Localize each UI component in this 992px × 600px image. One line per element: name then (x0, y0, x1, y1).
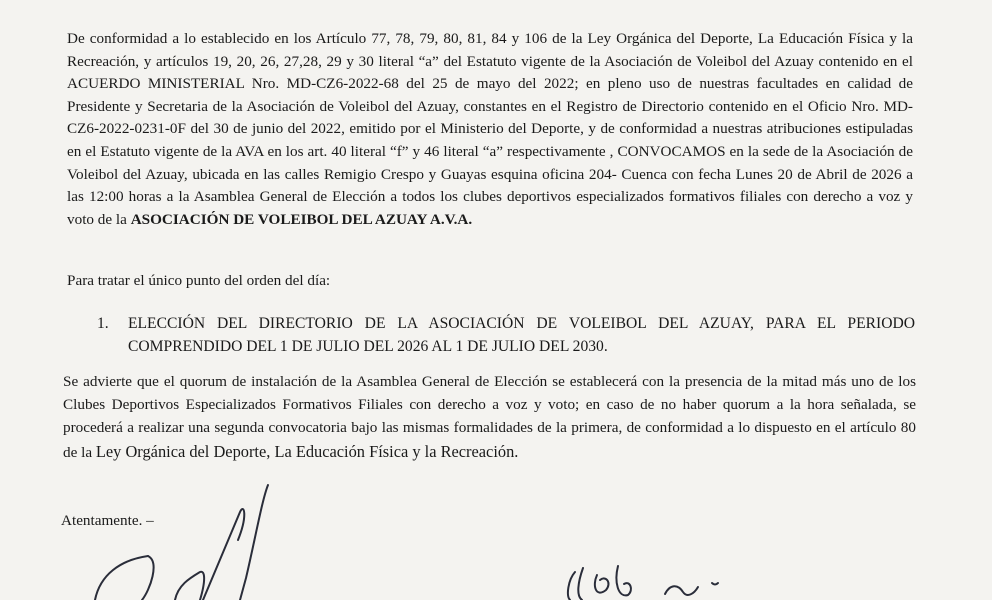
agenda-intro: Para tratar el único punto del orden del día: (67, 272, 331, 289)
secretary-signature-stroke-2 (578, 568, 583, 600)
quorum-text: Se advierte que el quorum de instalación de la Asamblea General de Elección se establecerá con la presencia de la mitad más uno de los Clubes Deportivos Especializados Formativos Filiales con derecho a voz y voto; en caso de no haber quorum a la hora señalada, se procederá a realizar una segunda convocatoria bajo las mismas formalidades de la primera, de conformidad a lo dispuesto en el artículo 80 de la (63, 373, 916, 461)
president-signature-stroke-3 (175, 572, 204, 600)
secretary-signature-stroke-1 (568, 572, 575, 600)
president-signature-stroke-2 (142, 556, 154, 600)
agenda-item-number: 1. (97, 315, 109, 332)
secretary-signature-stroke-4 (616, 566, 631, 595)
law-name: Ley Orgánica del Deporte, La Educación Física y la Recreación. (95, 441, 519, 461)
secretary-signature-stroke-5 (665, 586, 698, 595)
secretary-signature-stroke-3 (595, 575, 609, 593)
closing-salutation: Atentamente. – (61, 512, 154, 529)
secretary-signature-stroke-6 (712, 583, 718, 585)
president-signature-stroke-4 (203, 509, 244, 600)
association-name: ASOCIACIÓN DE VOLEIBOL DEL AZUAY A.V.A. (130, 210, 473, 228)
convocation-text: De conformidad a lo establecido en los Artículo 77, 78, 79, 80, 81, 84 y 106 de la Ley Orgánica del Deporte, La Educación Física y la Recreación, y artículos 19, 20, 26, 27,28, 29 y 30 literal “a” del Estatuto vigente de la Asociación de Voleibol del Azuay contenido en el ACUERDO MINISTERIAL Nro. MD-CZ6-2022-68 del 25 de mayo del 2022; en pleno uso de nuestras facultades en calidad de Presidente y Secretaria de la Asociación de Voleibol del Azuay, constantes en el Registro de Directorio contenido en el Oficio Nro. MD-CZ6-2022-0231-0F del 30 de junio del 2022, emitido por el Ministerio del Deporte, y de conformidad a nuestras atribuciones estipuladas en el Estatuto vigente de la AVA en los art. 40 literal “f” y 46 literal “a” respectivamente , CONVOCAMOS en la sede de la Asociación de Voleibol del Azuay, ubicada en las calles Remigio Crespo y Guayas esquina oficina 204- Cuenca con fecha Lunes 20 de Abril de 2026 a las 12:00 horas a la Asamblea General de Elección a todos los clubes deportivos especializados formativos filiales con derecho a voz y voto de la (67, 30, 913, 228)
agenda-item-text: ELECCIÓN DEL DIRECTORIO DE LA ASOCIACIÓN DE VOLEIBOL DEL AZUAY, PARA EL PERIODO COMPRENDIDO DEL 1 DE JULIO DEL 2026 AL 1 DE JULIO DEL 2030. (128, 315, 915, 355)
president-signature-stroke-5 (240, 485, 268, 600)
president-signature-stroke-1 (95, 556, 148, 600)
